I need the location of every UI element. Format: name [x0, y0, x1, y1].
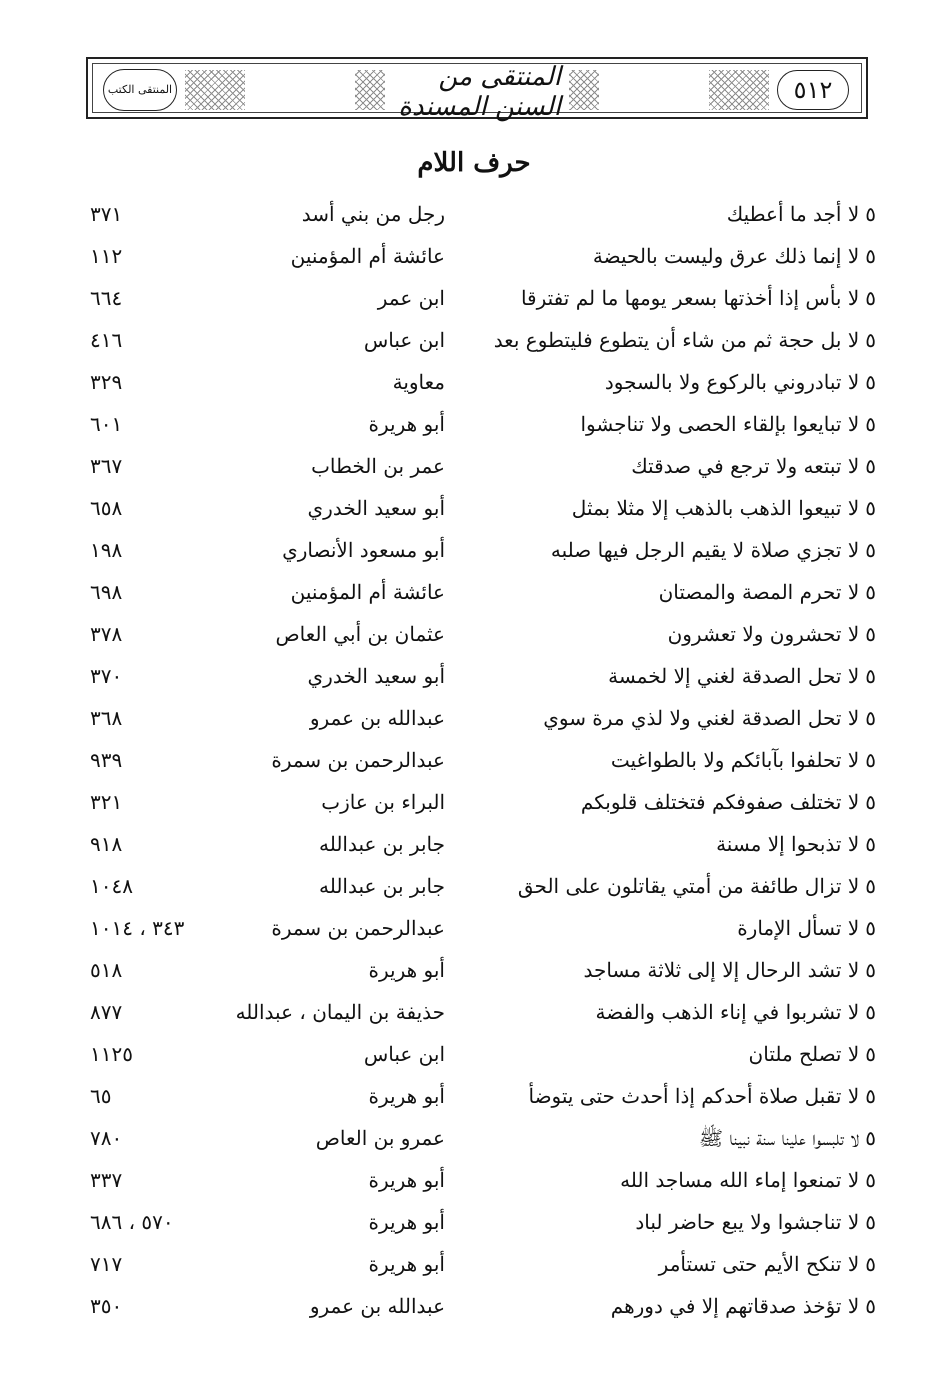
page-refs: ٨٧٧: [90, 1000, 123, 1024]
hadith-text-value: لا تناجشوا ولا يبع حاضر لباد: [635, 1210, 860, 1234]
narrator: عبدالله بن عمرو: [309, 1294, 445, 1318]
hadith-text-value: لا تحشرون ولا تعشرون: [667, 622, 860, 646]
page-refs: ٣٧٨: [90, 622, 123, 646]
hadith-text: [716, 832, 876, 856]
hadith-text: [580, 412, 876, 436]
hadith-text-value: لا تزال طائفة من أمتي يقاتلون على الحق: [517, 874, 860, 898]
header-frame: [92, 62, 862, 122]
index-row: [0, 700, 948, 742]
bullet-icon: ٥: [865, 832, 876, 856]
book-seal: المنتقى الكتب: [103, 69, 177, 111]
bullet-icon: ٥: [865, 622, 876, 646]
hadith-text-value: لا إنما ذلك عرق وليست بالحيضة: [592, 244, 860, 268]
narrator: حذيفة بن اليمان ، عبدالله: [235, 1000, 445, 1024]
bullet-icon: ٥: [865, 496, 876, 520]
hadith-text-value: لا بل حجة ثم من شاء أن يتطوع فليتطوع بعد: [493, 328, 860, 352]
hadith-text-value: لا تصلح ملتان: [748, 1042, 860, 1066]
page-number: ٥١٢: [777, 70, 849, 110]
hadith-text: [727, 202, 876, 226]
hadith-text: [595, 1000, 876, 1024]
index-row: [0, 952, 948, 994]
header-ornament-left: [185, 70, 245, 110]
hadith-text-value: لا تشد الرحال إلا إلى ثلاثة مساجد: [583, 958, 860, 982]
hadith-text-value: لا تنكح الأيم حتى تستأمر: [658, 1252, 860, 1276]
hadith-text: [699, 1126, 876, 1155]
narrator: أبو هريرة: [368, 958, 445, 982]
section-title: حرف اللام: [417, 148, 531, 178]
header-ornament-right: [709, 70, 769, 110]
narrator: أبو هريرة: [368, 412, 445, 436]
index-row: [0, 910, 948, 952]
bullet-icon: ٥: [865, 580, 876, 604]
narrator: عبدالرحمن بن سمرة: [271, 748, 445, 772]
hadith-text: [593, 244, 876, 268]
bullet-icon: ٥: [865, 538, 876, 562]
page-header: [86, 57, 868, 122]
bullet-icon: ٥: [865, 916, 876, 940]
page-refs: ٣٤٣ ، ١٠١٤: [90, 916, 185, 940]
page-refs: ٣٢٩: [90, 370, 123, 394]
hadith-text-value: لا تبادروني بالركوع ولا بالسجود: [604, 370, 860, 394]
bullet-icon: ٥: [865, 370, 876, 394]
page-refs: ١٩٨: [90, 538, 123, 562]
index-row: [0, 574, 948, 616]
page-refs: ٦٦٤: [90, 286, 123, 310]
bullet-icon: ٥: [865, 706, 876, 730]
index-row: [0, 868, 948, 910]
hadith-text-value: لا تسأل الإمارة: [737, 916, 860, 940]
narrator: عائشة أم المؤمنين: [290, 580, 445, 604]
index-row: [0, 322, 948, 364]
hadith-text-value: لا تشربوا في إناء الذهب والفضة: [595, 1000, 860, 1024]
hadith-text: [605, 370, 876, 394]
page-refs: ١١٢: [90, 244, 123, 268]
narrator: عمرو بن العاص: [315, 1126, 445, 1150]
hadith-text-value: لا تحل الصدقة لغني ولا لذي مرة سوي: [543, 706, 860, 730]
hadith-text: [611, 748, 876, 772]
running-title: المنتقى من السنن المسندة: [398, 62, 561, 122]
narrator: عمر بن الخطاب: [311, 454, 445, 478]
hadith-text: [635, 1210, 876, 1234]
hadith-text-value: لا بأس إذا أخذتها بسعر يومها ما لم تفترقا: [520, 286, 860, 310]
page-refs: ٤١٦: [90, 328, 123, 352]
hadith-text-value: لا تلبسوا علينا سنة نبينا ﷺ: [698, 1126, 860, 1150]
bullet-icon: ٥: [865, 1168, 876, 1192]
index-row: [0, 280, 948, 322]
index-row: [0, 1246, 948, 1288]
index-row: [0, 490, 948, 532]
index-row: [0, 1288, 948, 1330]
index-row: [0, 1204, 948, 1246]
page-refs: ٣٧٠: [90, 664, 123, 688]
bullet-icon: ٥: [865, 748, 876, 772]
page-refs: ٣٦٧: [90, 454, 123, 478]
narrator: ابن عباس: [363, 1042, 445, 1066]
hadith-text: [611, 1294, 876, 1318]
page-refs: ٧٨٠: [90, 1126, 123, 1150]
page-refs: ٦٥٨: [90, 496, 123, 520]
page-refs: ٣٧١: [90, 202, 123, 226]
narrator: أبو سعيد الخدري: [307, 664, 445, 688]
narrator: عثمان بن أبي العاص: [275, 622, 445, 646]
hadith-text: [521, 286, 876, 310]
index-row: [0, 196, 948, 238]
narrator: أبو مسعود الأنصاري: [282, 538, 445, 562]
index-row: [0, 448, 948, 490]
hadith-text: [659, 580, 876, 604]
index-row: [0, 406, 948, 448]
narrator: ابن عباس: [363, 328, 445, 352]
hadith-text-value: لا تحرم المصة والمصتان: [658, 580, 860, 604]
bullet-icon: ٥: [865, 790, 876, 814]
narrator: معاوية: [392, 370, 445, 394]
hadith-text: [528, 1084, 876, 1108]
narrator: عبدالرحمن بن سمرة: [271, 916, 445, 940]
hadith-text: [543, 706, 876, 730]
bullet-icon: ٥: [865, 1000, 876, 1024]
narrator: أبو هريرة: [368, 1168, 445, 1192]
page-refs: ٥١٨: [90, 958, 123, 982]
bullet-icon: ٥: [865, 1210, 876, 1234]
index-list: [0, 196, 948, 1330]
index-row: [0, 1162, 948, 1204]
index-row: [0, 1120, 948, 1162]
index-row: [0, 658, 948, 700]
bullet-icon: ٥: [865, 1126, 876, 1150]
index-row: [0, 742, 948, 784]
hadith-text: [668, 622, 876, 646]
page-refs: ٩١٨: [90, 832, 123, 856]
page-refs: ٣٣٧: [90, 1168, 123, 1192]
hadith-text-value: لا أجد ما أعطيك: [726, 202, 860, 226]
narrator: عبدالله بن عمرو: [309, 706, 445, 730]
bullet-icon: ٥: [865, 874, 876, 898]
hadith-text-value: لا تحل الصدقة لغني إلا لخمسة: [608, 664, 860, 688]
hadith-text: [494, 328, 876, 352]
index-row: [0, 1036, 948, 1078]
page-refs: ٩٣٩: [90, 748, 123, 772]
hadith-text-value: لا تجزي صلاة لا يقيم الرجل فيها صلبه: [550, 538, 860, 562]
index-row: [0, 238, 948, 280]
index-row: [0, 1078, 948, 1120]
hadith-text-value: لا تذبحوا إلا مسنة: [716, 832, 860, 856]
hadith-text: [749, 1042, 876, 1066]
bullet-icon: ٥: [865, 958, 876, 982]
bullet-icon: ٥: [865, 1252, 876, 1276]
index-row: [0, 616, 948, 658]
narrator: جابر بن عبدالله: [318, 874, 445, 898]
index-row: [0, 994, 948, 1036]
narrator: أبو هريرة: [368, 1084, 445, 1108]
page-refs: ١٠٤٨: [90, 874, 133, 898]
hadith-text: [737, 916, 876, 940]
hadith-text: [518, 874, 876, 898]
header-ornament-right-inner: [569, 70, 599, 110]
hadith-text-value: لا تبتعه ولا ترجع في صدقتك: [631, 454, 860, 478]
page-refs: ٣٥٠: [90, 1294, 123, 1318]
page-refs: ٧١٧: [90, 1252, 123, 1276]
bullet-icon: ٥: [865, 664, 876, 688]
page-refs: ٣٦٨: [90, 706, 123, 730]
narrator: أبو سعيد الخدري: [307, 496, 445, 520]
page-refs: ٦٩٨: [90, 580, 123, 604]
hadith-text-value: لا تبايعوا بإلقاء الحصى ولا تناجشوا: [580, 412, 860, 436]
narrator: عائشة أم المؤمنين: [290, 244, 445, 268]
hadith-text-value: لا تختلف صفوفكم فتختلف قلوبكم: [580, 790, 860, 814]
bullet-icon: ٥: [865, 244, 876, 268]
index-row: [0, 364, 948, 406]
bullet-icon: ٥: [865, 1042, 876, 1066]
hadith-text: [631, 454, 876, 478]
hadith-text: [608, 664, 876, 688]
bullet-icon: ٥: [865, 1084, 876, 1108]
page-refs: ٥٧٠ ، ٦٨٦: [90, 1210, 174, 1234]
bullet-icon: ٥: [865, 202, 876, 226]
bullet-icon: ٥: [865, 1294, 876, 1318]
bullet-icon: ٥: [865, 454, 876, 478]
hadith-text-value: لا تحلفوا بآبائكم ولا بالطواغيت: [610, 748, 860, 772]
hadith-text: [572, 496, 876, 520]
narrator: أبو هريرة: [368, 1210, 445, 1234]
header-ornament-left-inner: [355, 70, 385, 110]
hadith-text: [659, 1252, 876, 1276]
page-refs: ١١٢٥: [90, 1042, 133, 1066]
hadith-text: [620, 1168, 876, 1192]
hadith-text: [581, 790, 876, 814]
page-refs: ٣٢١: [90, 790, 123, 814]
index-row: [0, 784, 948, 826]
bullet-icon: ٥: [865, 328, 876, 352]
bullet-icon: ٥: [865, 286, 876, 310]
index-row: [0, 532, 948, 574]
page-refs: ٦٥: [90, 1084, 112, 1108]
hadith-text-value: لا تبيعوا الذهب بالذهب إلا مثلا بمثل: [571, 496, 860, 520]
index-row: [0, 826, 948, 868]
hadith-text-value: لا تمنعوا إماء الله مساجد الله: [620, 1168, 860, 1192]
narrator: رجل من بني أسد: [301, 202, 445, 226]
hadith-text: [584, 958, 876, 982]
hadith-text-value: لا تؤخذ صدقاتهم إلا في دورهم: [610, 1294, 860, 1318]
narrator: أبو هريرة: [368, 1252, 445, 1276]
page-refs: ٦٠١: [90, 412, 123, 436]
hadith-text: [551, 538, 876, 562]
narrator: البراء بن عازب: [321, 790, 445, 814]
bullet-icon: ٥: [865, 412, 876, 436]
narrator: ابن عمر: [377, 286, 445, 310]
hadith-text-value: لا تقبل صلاة أحدكم إذا أحدث حتى يتوضأ: [528, 1084, 860, 1108]
narrator: جابر بن عبدالله: [318, 832, 445, 856]
